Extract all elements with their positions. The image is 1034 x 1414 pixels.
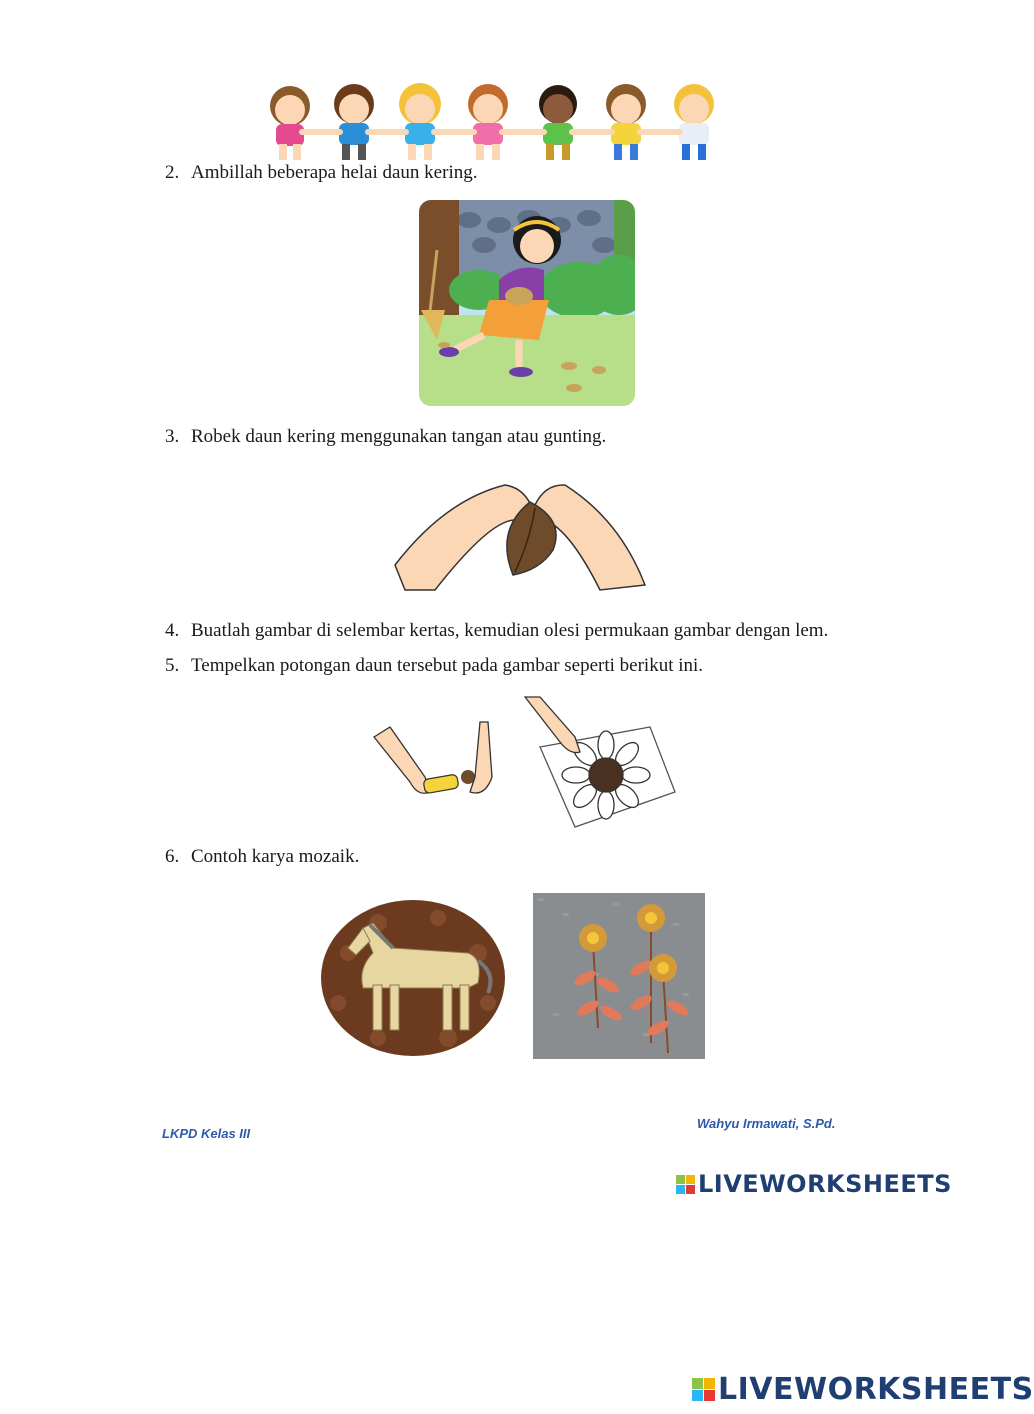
children-header-illustration bbox=[252, 82, 724, 164]
step-4 bbox=[165, 620, 828, 642]
glue-and-paste-illustration bbox=[370, 697, 682, 831]
liveworksheets-brand-text: LIVEWORKSHEETS bbox=[698, 1170, 952, 1198]
step-text: Contoh karya mozaik. bbox=[191, 846, 360, 867]
liveworksheets-logo-icon bbox=[676, 1175, 695, 1194]
liveworksheets-watermark-logo bbox=[692, 1372, 1034, 1407]
flower-mosaic-example-image bbox=[533, 893, 705, 1059]
liveworksheets-watermark-icon bbox=[692, 1378, 715, 1401]
step-number: 5. bbox=[165, 655, 180, 676]
hands-tearing-leaf-illustration bbox=[395, 480, 645, 595]
footer-class-label: LKPD Kelas III bbox=[162, 1126, 251, 1141]
step-3 bbox=[165, 426, 606, 448]
footer-author: Wahyu Irmawati, S.Pd. bbox=[697, 1116, 836, 1131]
step-6 bbox=[165, 846, 359, 868]
step-text: Robek daun kering menggunakan tangan atau gunting. bbox=[191, 426, 607, 447]
step-number: 2. bbox=[165, 162, 180, 183]
step-5 bbox=[165, 655, 703, 677]
step-text: Ambillah beberapa helai daun kering. bbox=[191, 162, 478, 183]
liveworksheets-watermark-text: LIVEWORKSHEETS bbox=[718, 1372, 1034, 1407]
step-text: Buatlah gambar di selembar kertas, kemudian olesi permukaan gambar dengan lem. bbox=[191, 620, 829, 641]
step-number: 4. bbox=[165, 620, 180, 641]
girl-collecting-leaves-illustration bbox=[419, 200, 635, 406]
horse-mosaic-example-image bbox=[318, 893, 508, 1058]
liveworksheets-logo bbox=[676, 1170, 952, 1198]
step-number: 6. bbox=[165, 846, 180, 867]
step-text: Tempelkan potongan daun tersebut pada gambar seperti berikut ini. bbox=[191, 655, 704, 676]
step-number: 3. bbox=[165, 426, 180, 447]
step-2 bbox=[165, 162, 477, 184]
